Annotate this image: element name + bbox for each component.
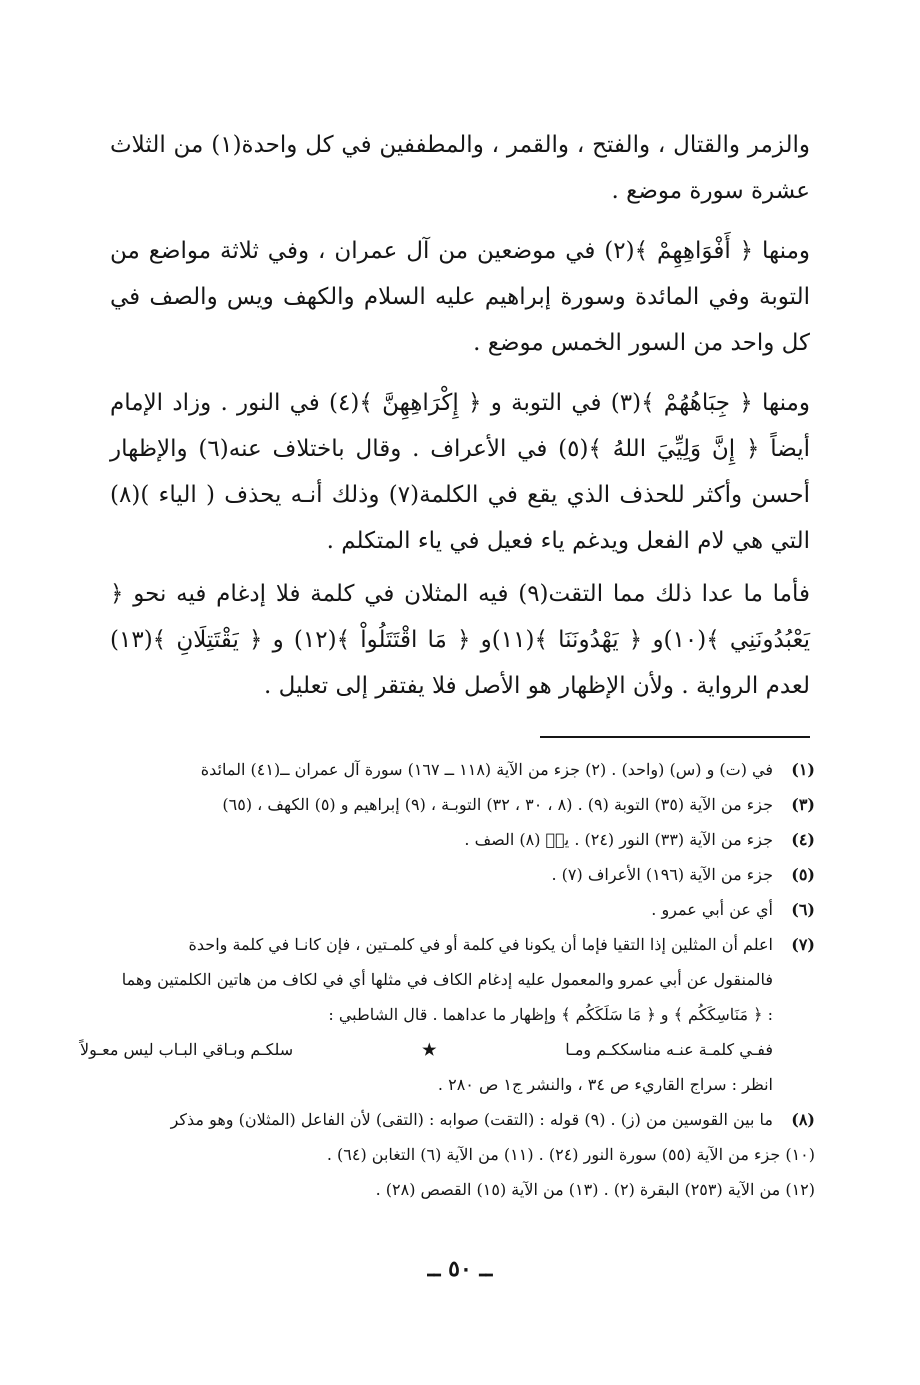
footnote-number: (٤) [791,830,815,849]
footnote-6 [80,892,815,927]
footnote-text: في (ت) و (س) (واحد) . (٢) جزء من الآية (١١٨ ــ ١٦٧) سورة آل عمران ــ(٤١) المائدة [200,760,773,779]
footnote-text: جزء من الآية (١٩٦) الأعراف (٧) . [551,865,773,884]
body-paragraph-1: والزمر والقتال ، والفتح ، والقمر ، والمطففين في كل واحدة(١) من الثلاث عشرة سورة موضع . [110,132,811,204]
verse-first-hemistich: ففـي كلمـة عنـه مناسككـم ومـا [565,1040,773,1059]
footnote-number: (٨) [791,1110,815,1129]
footnote-4 [80,822,815,857]
footnotes [80,752,815,1207]
body-paragraph-4: فأما ما عدا ذلك مما التقت(٩) فيه المثلان في كلمة فلا إدغام فيه نحو ﴿ يَعْبُدُونَنِي ﴾(١٠)و ﴿ يَهْدُونَنَا ﴾(١١)و ﴿ مَا اقْتَتَلُواْ ﴾(١٢) و ﴿ يَقْتَتِلَانِ ﴾(١٣) لعدم الرواية . ولأن الإظهار هو الأصل فلا يفتقر إلى تعليل . [110,581,810,699]
footnote-7-line-3: : ﴿ مَنَاسِكَكُم ﴾ و ﴿ مَا سَلَكَكُم ﴾ وإظهار ما عداهما . قال الشاطبي : [328,1005,773,1024]
body-paragraph-2: ومنها ﴿ أَفْوَاهِهِمْ ﴾(٢) في موضعين من آل عمران ، وفي ثلاثة مواضع من التوبة وفي المائدة وسورة إبراهيم عليه السلام والكهف ويس والصف في كل واحد من السور الخمس موضع . [110,238,810,356]
footnote-number: (٣) [791,795,815,814]
footnote-8 [80,1102,815,1137]
footnote-text: ما بين القوسين من (ز) . (٩) قوله : (التقت) صوابه : (التقى) لأن الفاعل (المثلان) وهو مذكر [170,1110,773,1129]
body-paragraph-3: ومنها ﴿ جِبَاهُهُمْ ﴾(٣) في التوبة و ﴿ إِكْرَاهِهِنَّ ﴾(٤) في النور . وزاد الإمام أيضاً ﴿ إِنَّ وَلِيِّيَ اللهُ ﴾(٥) في الأعراف . وقال باختلاف عنه(٦) والإظهار أحسن وأكثر للحذف الذي يقع في الكلمة(٧) وذلك أنـه يحذف ( الياء )(٨) التي هي لام الفعل ويدغم ياء فعيل في ياء المتكلم . [110,390,811,554]
star-icon: ★ [422,1040,437,1059]
footnote-number: (٧) [791,935,815,954]
footnote-12-13: (١٢) من الآية (٢٥٣) البقرة (٢) . (١٣) من الآية (١٥) القصص (٢٨) . [375,1180,815,1199]
footnote-3 [80,787,815,822]
footnote-7-reference: انظر : سراج القاريء ص ٣٤ ، والنشر ج١ ص ٢٨٠ . [437,1075,773,1094]
footnote-separator-rule [540,736,810,738]
footnote-7-line-2: فالمنقول عن أبي عمرو والمعمول عليه إدغام الكاف في مثلها أي في لكاف من هاتين الكلمتين وهما [121,970,773,989]
verse-second-hemistich: سلكـم وبـاقي البـاب ليس معـولاً [80,1040,294,1059]
poetry-verse [80,1032,815,1067]
footnote-5 [80,857,815,892]
page-number: ــ ٥٠ ــ [427,1256,493,1282]
footnote-number: (٦) [791,900,815,919]
footnote-number: (٥) [791,865,815,884]
footnote-text: أي عن أبي عمرو . [651,900,773,919]
footnote-10-11: (١٠) جزء من الآية (٥٥) سورة النور (٢٤) . (١١) من الآية (٦) التغابن (٦٤) . [326,1145,815,1164]
footnote-text: جزء من الآية (٣٥) التوبة (٩) . (٨ ، ٣٠ ، ٣٢) التوبـة ، (٩) إبراهيم و (٥) الكهف ، (٦٥) [222,795,773,814]
footnote-number: (١) [791,760,815,779]
footnote-text: اعلم أن المثلين إذا التقيا فإما أن يكونا في كلمة أو في كلمـتين ، فإن كانـا في كلمة واحدة [188,935,773,954]
footnote-1 [80,752,815,787]
footnote-7 [80,927,815,962]
footnote-text: جزء من الآية (٣٣) النور (٢٤) . يسۤ (٨) الصف . [464,830,773,849]
